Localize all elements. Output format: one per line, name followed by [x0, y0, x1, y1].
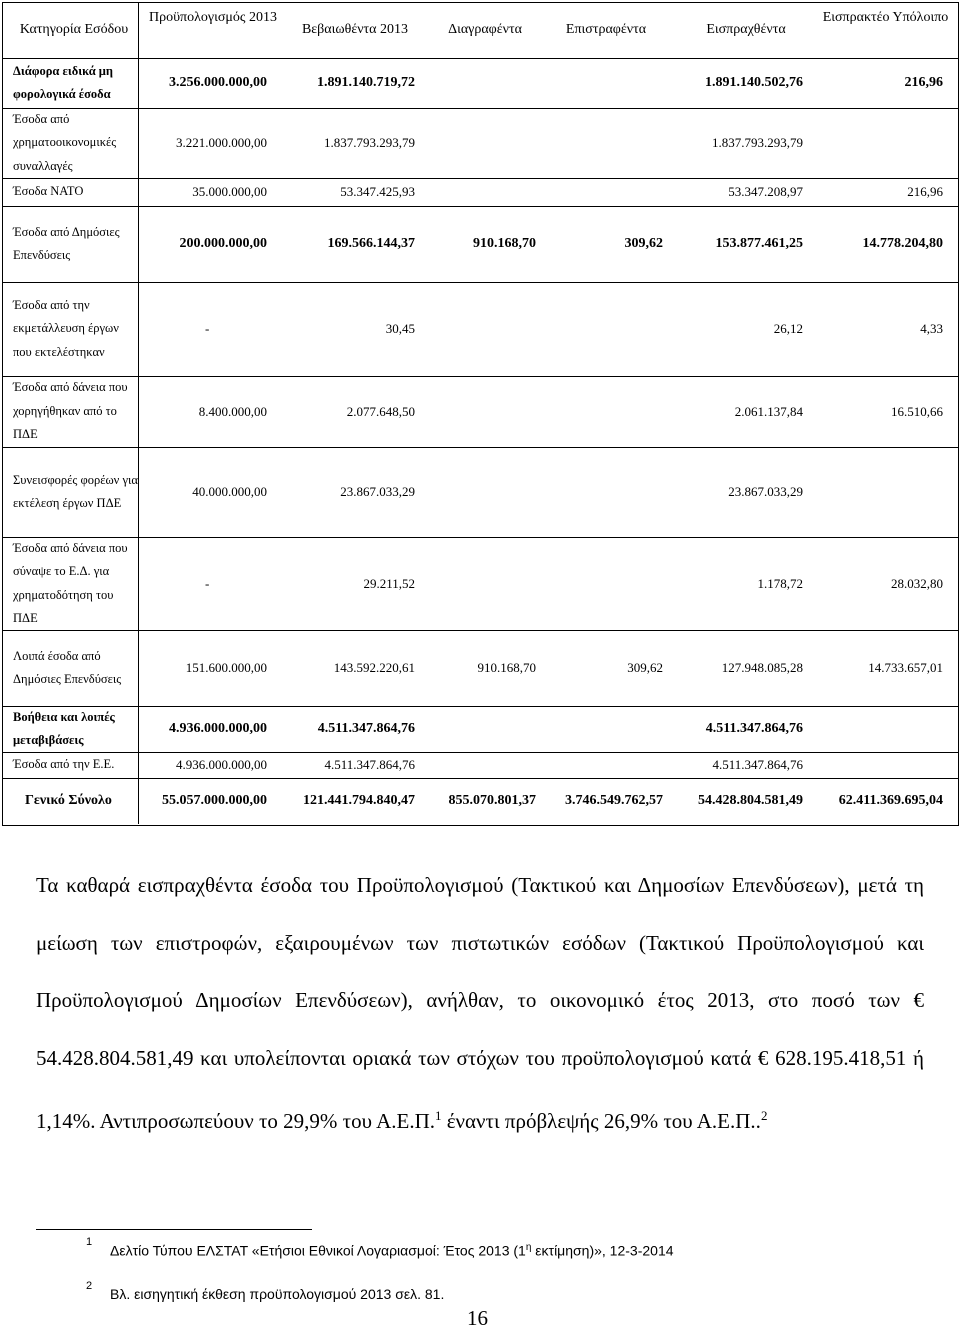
cell-returned: 309,62	[624, 236, 663, 251]
row-divider	[3, 447, 958, 448]
row-label: Έσοδα από την Ε.Ε.	[13, 757, 115, 772]
row-divider	[3, 108, 958, 109]
cell-collected: 2.061.137,84	[734, 403, 803, 419]
cell-budget: 200.000.000,00	[179, 236, 267, 251]
cell-collected: 26,12	[773, 321, 803, 336]
footnote-1-sup: η	[525, 1242, 532, 1253]
cell-certified: 169.566.144,37	[327, 236, 415, 251]
paragraph-text-cont: έναντι πρόβλεψής 26,9% του Α.Ε.Π..	[441, 1109, 761, 1134]
footnote-mark-1: 1	[86, 1236, 93, 1248]
row-divider	[3, 537, 958, 538]
page-number: 16	[467, 1306, 488, 1330]
cell-certified: 1.891.140.719,72	[317, 75, 415, 90]
row-divider	[3, 206, 958, 207]
cell-collected: 127.948.085,28	[721, 660, 803, 675]
cell-remaining: 216,96	[907, 184, 943, 199]
row-divider	[3, 376, 958, 377]
row-divider	[3, 178, 958, 179]
cell-budget: 8.400.000,00	[198, 403, 267, 419]
footnote-ref-2[interactable]: 2	[760, 1108, 768, 1124]
header-category: Κατηγορία Εσόδου	[19, 22, 129, 37]
cell-certified: 53.347.425,93	[340, 184, 415, 199]
column-divider	[138, 3, 139, 824]
row-divider	[3, 752, 958, 753]
total-returned: 3.746.549.762,57	[565, 793, 663, 808]
row-divider	[3, 58, 958, 59]
cell-remaining: 28.032,80	[891, 575, 943, 591]
row-label: Συνεισφορές φορέων για εκτέλεση έργων ΠΔΕ	[13, 472, 138, 510]
cell-collected: 153.877.461,25	[715, 236, 803, 251]
cell-remaining: 4,33	[920, 321, 943, 336]
cell-deleted: 910.168,70	[473, 236, 536, 251]
footnote-ref-1[interactable]: 1	[434, 1108, 442, 1124]
cell-remaining: 216,96	[904, 75, 943, 90]
cell-certified: 23.867.033,29	[340, 484, 415, 499]
paragraph-text: Τα καθαρά εισπραχθέντα έσοδα του Προϋπολογισμού (Τακτικού και Δημοσίων Επενδύσεων), μετά τη μείωση των επιστροφών, εξαιρουμένων των πιστωτικών εσόδων (Τακτικού Προϋπολογισμού και Προϋπολογισμού Δημοσίων Επενδύσεων), ανήλθαν, το οικονομικό έτος 2013, στο ποσό των € 54.428.804.581,49 και υπολείπονται οριακά των στόχων του προϋπολογισμού κατά € 628.195.418,51 ή 1,14%. Αντιπροσωπεύουν το 29,9% του Α.Ε.Π.	[36, 873, 924, 1134]
row-label: Έσοδα από την εκμετάλλευση έργων που εκτελέστηκαν	[13, 297, 119, 359]
cell-certified: 1.837.793.293,79	[324, 135, 415, 150]
header-budget: Προϋπολογισμός 2013	[149, 10, 277, 25]
footnote-1-text: Δελτίο Τύπου ΕΛΣΤΑΤ «Ετήσιοι Εθνικοί Λογαριασμοί: Έτος 2013 (1	[110, 1242, 526, 1259]
cell-certified: 30,45	[385, 321, 415, 336]
header-returned: Επιστραφέντα	[565, 22, 647, 37]
header-deleted: Διαγραφέντα	[448, 22, 522, 37]
total-remaining: 62.411.369.695,04	[838, 793, 943, 808]
footnote-mark-2: 2	[86, 1280, 93, 1292]
total-label: Γενικό Σύνολο	[25, 793, 112, 808]
header-collected: Εισπραχθέντα	[706, 22, 786, 37]
cell-budget: -	[205, 575, 210, 591]
cell-budget: 40.000.000,00	[192, 484, 267, 499]
row-label: Έσοδα ΝΑΤΟ	[13, 184, 84, 199]
cell-collected: 4.511.347.864,76	[712, 757, 803, 772]
summary-paragraph	[36, 857, 924, 1151]
cell-certified: 4.511.347.864,76	[324, 757, 415, 772]
cell-budget: -	[205, 321, 210, 336]
row-label: Λοιπά έσοδα από Δημόσιες Επενδύσεις	[13, 648, 122, 686]
revenue-table	[2, 2, 959, 826]
row-label: Έσοδα από δάνεια που σύναψε το Ε.Δ. για χρηματοδότηση του ΠΔΕ	[13, 540, 128, 625]
row-divider	[3, 778, 958, 779]
total-certified: 121.441.794.840,47	[303, 793, 415, 808]
row-divider	[3, 630, 958, 631]
cell-collected: 1.891.140.502,76	[705, 75, 803, 90]
cell-remaining: 14.733.657,01	[868, 660, 943, 675]
footnote-1-text-end: εκτίμηση)», 12-3-2014	[531, 1242, 674, 1259]
cell-collected: 4.511.347.864,76	[705, 721, 803, 736]
footnote-separator	[36, 1229, 312, 1230]
total-collected: 54.428.804.581,49	[698, 793, 803, 808]
cell-collected: 1.178,72	[757, 575, 803, 591]
cell-remaining: 16.510,66	[891, 403, 943, 419]
row-divider	[3, 706, 958, 707]
cell-budget: 35.000.000,00	[192, 184, 267, 199]
cell-certified: 4.511.347.864,76	[317, 721, 415, 736]
cell-returned: 309,62	[627, 660, 663, 675]
footnote-1	[110, 1242, 674, 1259]
row-divider	[3, 282, 958, 283]
cell-collected: 1.837.793.293,79	[712, 135, 803, 150]
header-remaining: Εισπρακτέο Υπόλοιπο	[822, 10, 949, 25]
cell-budget: 4.936.000.000,00	[169, 721, 267, 736]
cell-collected: 23.867.033,29	[728, 484, 803, 499]
cell-remaining: 14.778.204,80	[862, 236, 943, 251]
cell-collected: 53.347.208,97	[728, 184, 803, 199]
cell-budget: 3.256.000.000,00	[169, 75, 267, 90]
total-deleted: 855.070.801,37	[448, 793, 536, 808]
cell-budget: 151.600.000,00	[185, 660, 267, 675]
total-budget: 55.057.000.000,00	[162, 793, 267, 808]
row-label: Έσοδα από δάνεια που χορηγήθηκαν από το ΠΔΕ	[13, 380, 128, 442]
row-label: Διάφορα ειδικά μη φορολογικά έσοδα	[13, 63, 113, 101]
footnote-2: Βλ. εισηγητική έκθεση προϋπολογισμού 2013 σελ. 81.	[110, 1286, 445, 1302]
row-label: Βοήθεια και λοιπές μεταβιβάσεις	[13, 709, 115, 747]
cell-certified: 2.077.648,50	[346, 403, 415, 419]
row-label: Έσοδα από Δημόσιες Επενδύσεις	[13, 224, 120, 262]
row-label: Έσοδα από χρηματοοικονομικές συναλλαγές	[13, 111, 117, 173]
cell-certified: 29.211,52	[363, 575, 415, 591]
cell-budget: 3.221.000.000,00	[176, 135, 267, 150]
cell-budget: 4.936.000.000,00	[176, 757, 267, 772]
cell-certified: 143.592.220,61	[333, 660, 415, 675]
cell-deleted: 910.168,70	[477, 660, 536, 675]
header-certified: Βεβαιωθέντα 2013	[301, 22, 409, 37]
